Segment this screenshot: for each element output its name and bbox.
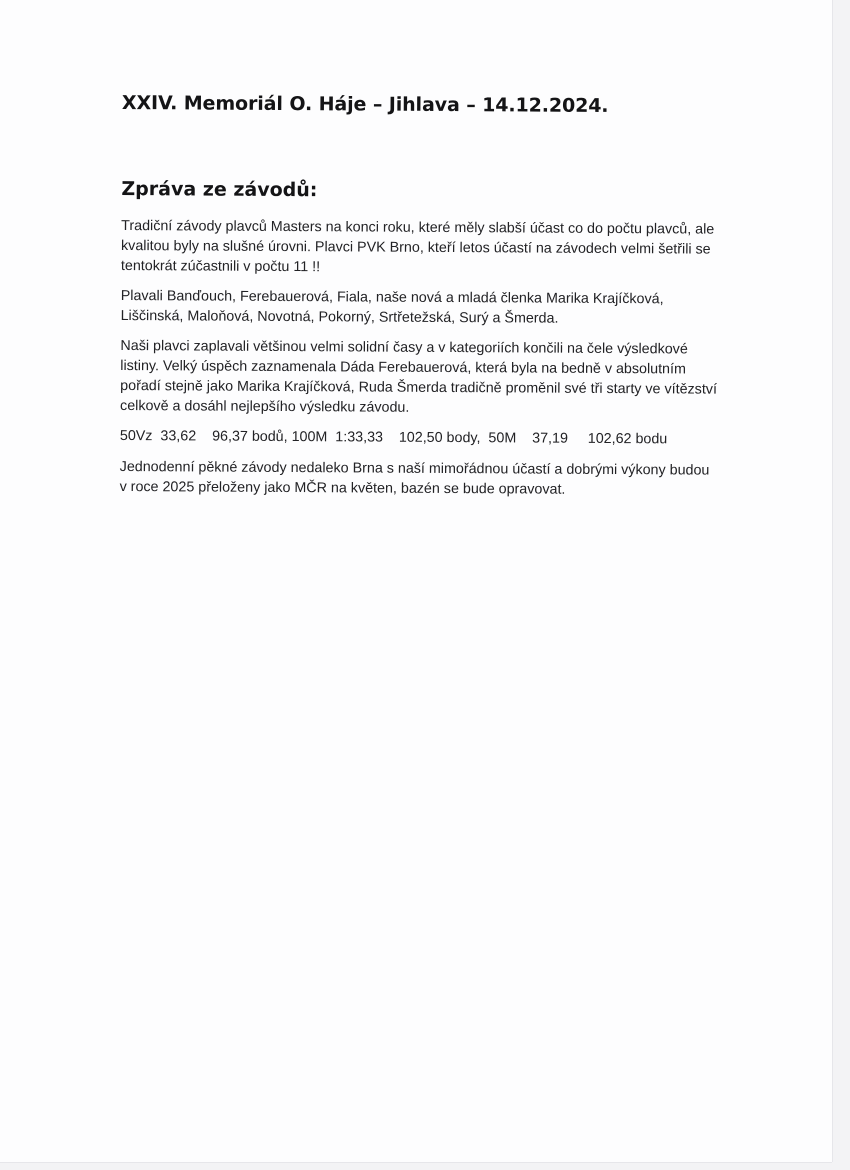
results-text: 50Vz 33,62 96,37 bodů, 100M 1:33,33 102,50 body, 50M 37,19 102,62 bodu xyxy=(119,427,668,448)
paragraph-intro: Tradiční závody plavců Masters na konci roku, které měly slabší účast co do počtu plavců, ale kvalitou byly na slušné úrovni. Plavci PVK Brno, kteří letos účastí na závodech velmi šetřili se tentokrát zúčastnili v počtu 11 !! xyxy=(120,217,715,276)
document-content xyxy=(120,92,722,501)
paragraph-participants: Plavali Banďouch, Ferebauerová, Fiala, naše nová a mladá členka Marika Krajíčková, Liščinská, Maloňová, Novotná, Pokorný, Srtřetežská, Surý a Šmerda. xyxy=(120,287,664,327)
results-line xyxy=(120,426,720,450)
document-title: XXIV. Memoriál O. Háje – Jihlava – 14.12.2024. xyxy=(121,92,609,117)
report-heading: Zpráva ze závodů: xyxy=(121,177,318,202)
paragraph-closing: Jednodenní pěkné závody nedaleko Brna s naší mimořádnou účastí a dobrými výkony budou v roce 2025 přeloženy jako MČR na květen, bazén se bude opravovat. xyxy=(119,458,710,498)
paragraph-performance: Naši plavci zaplavali většinou velmi solidní časy a v kategoriích končili na čele výsledkové listiny. Velký úspěch zaznamenala Dáda Ferebauerová, která byla na bedně v absolutním pořadí stejně jako Marika Krajíčková, Ruda Šmerda tradičně proměnil své tři starty ve vítězství celkově a dosáhl nejlepšího výsledku závodu. xyxy=(120,337,717,416)
